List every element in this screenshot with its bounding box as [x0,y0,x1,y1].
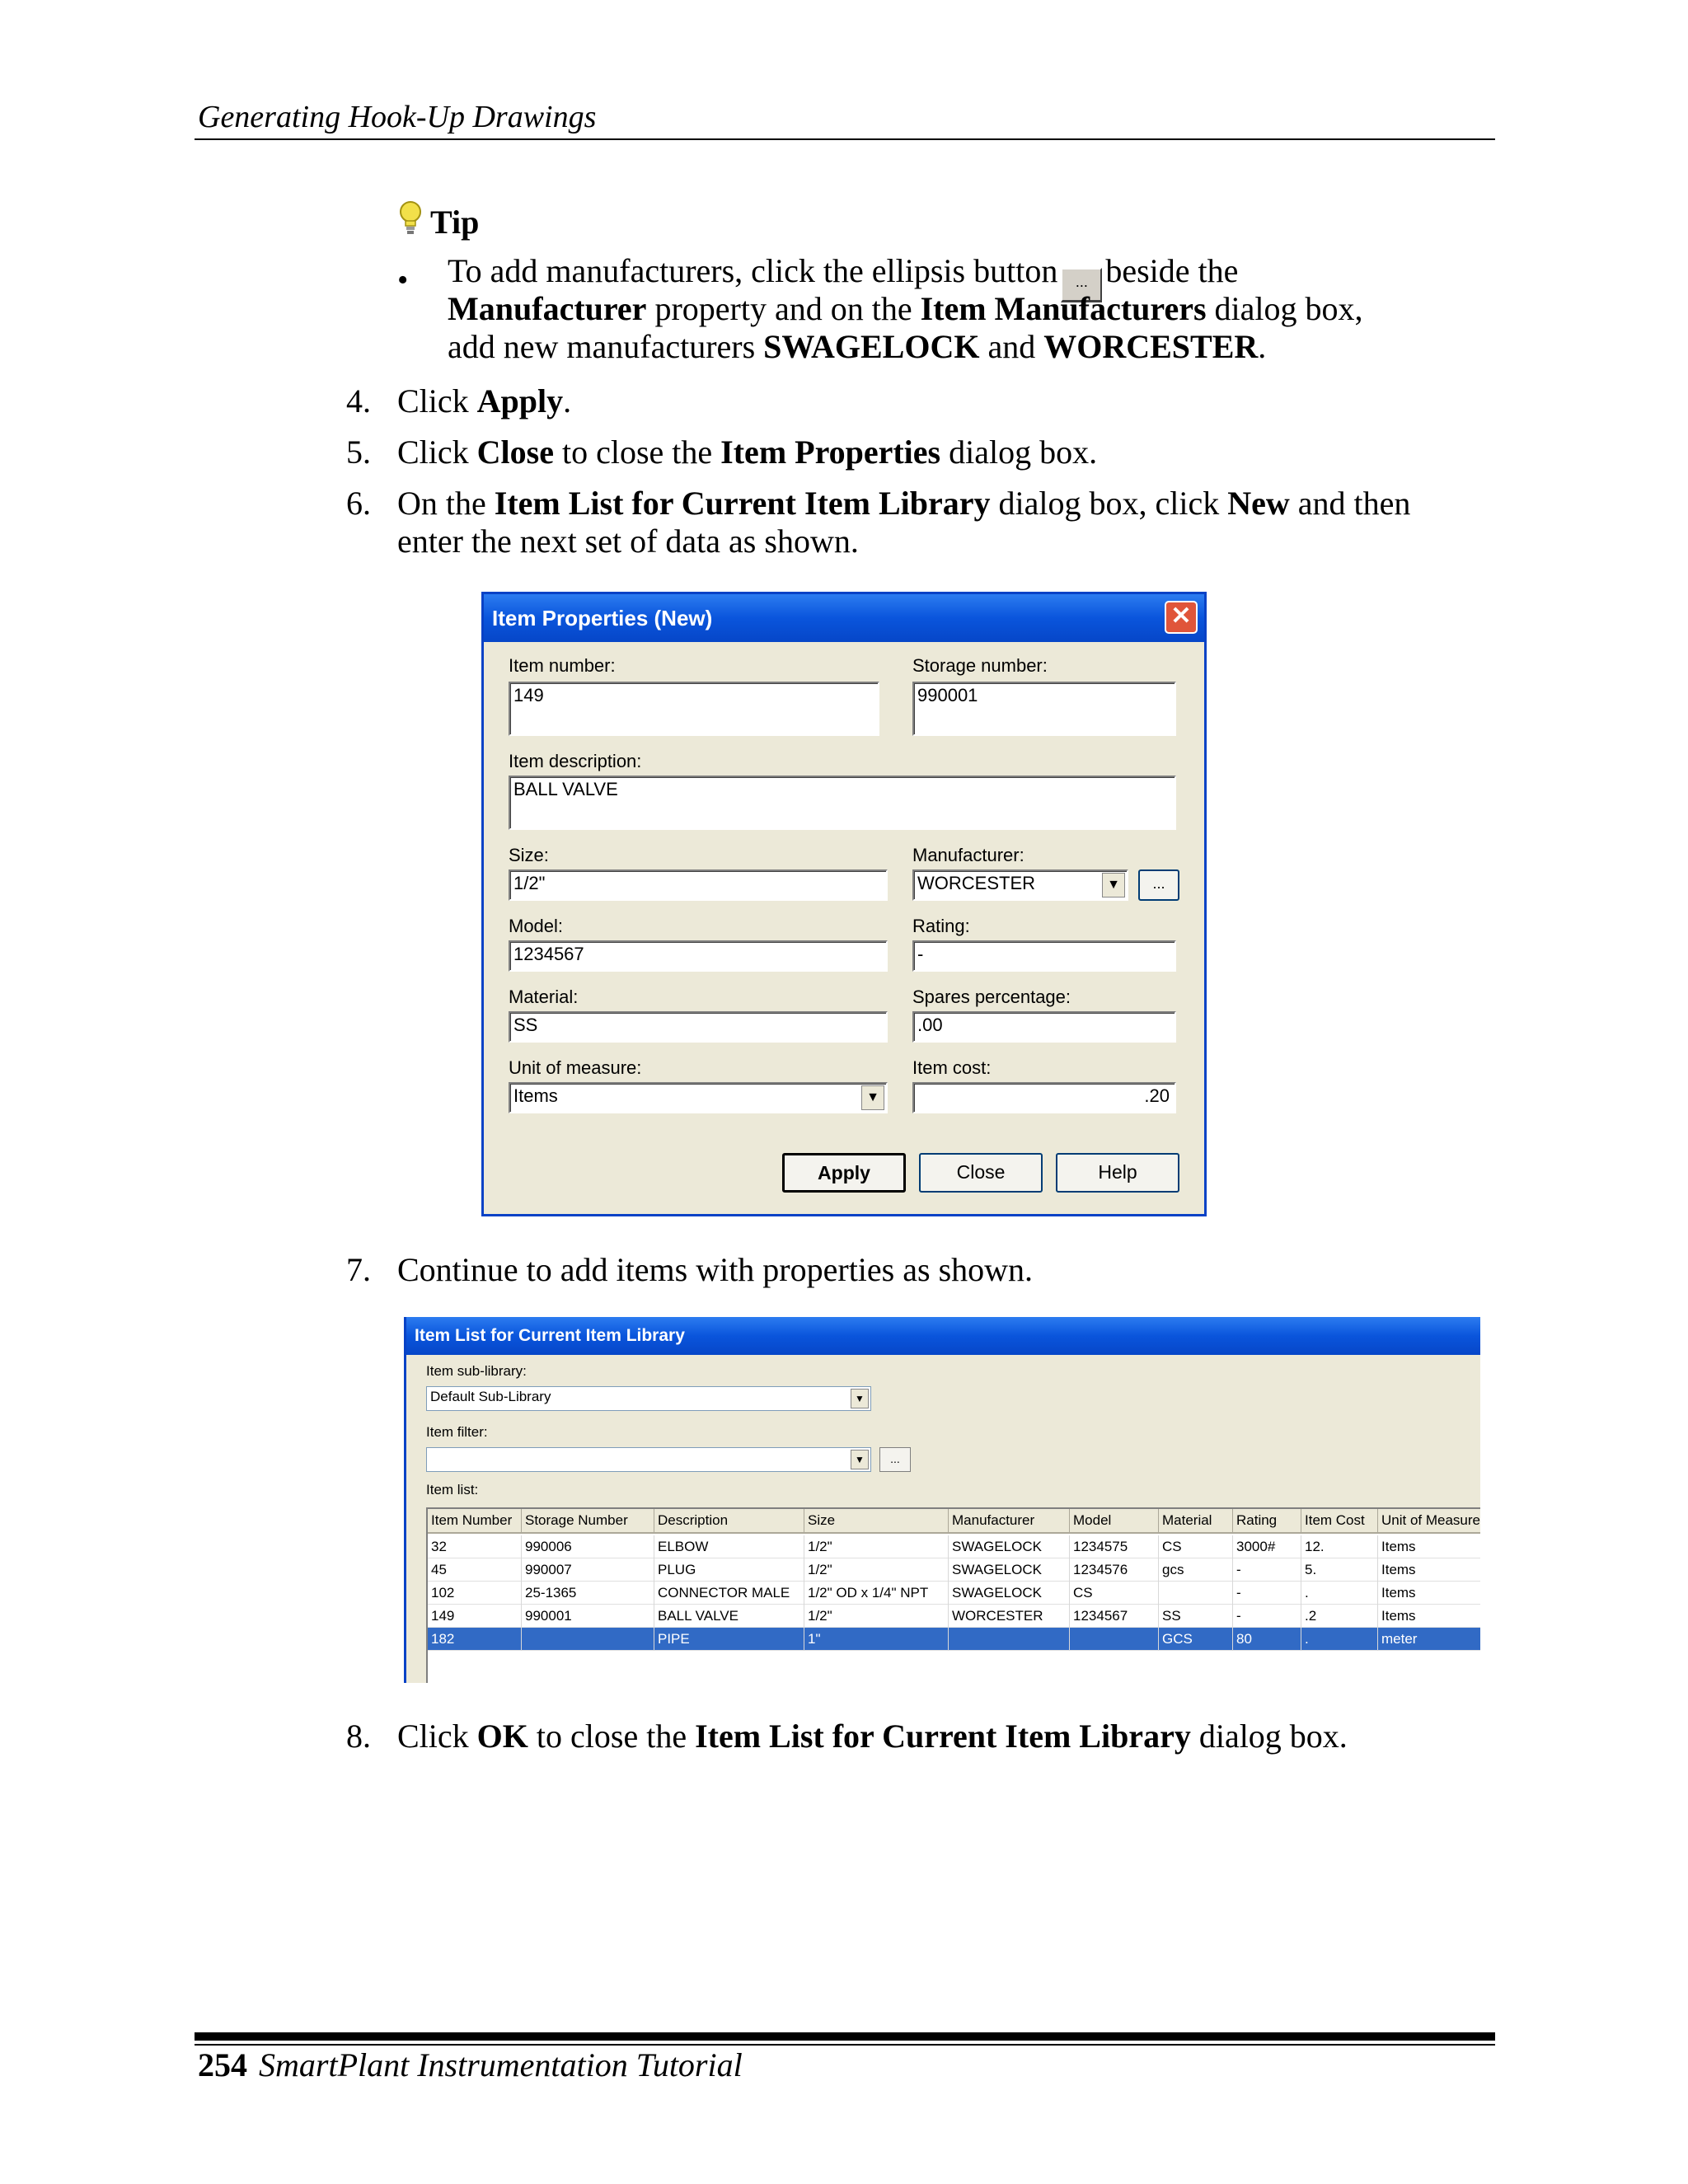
table-cell: 3000# [1233,1535,1301,1558]
model-field[interactable]: 1234567 [509,940,888,972]
item-sub-library-dropdown[interactable]: Default Sub-Library ▼ [426,1386,871,1411]
table-cell: 45 [428,1558,522,1582]
manufacturer-label: Manufacturer: [912,845,1025,865]
column-header[interactable]: Unit of Measure [1378,1509,1480,1534]
table-row[interactable] [428,1582,1480,1605]
column-header[interactable]: Item Number [428,1509,522,1534]
manufacturer-ellipsis-button[interactable]: ... [1138,869,1179,901]
storage-number-label: Storage number: [912,655,1048,676]
table-cell: 182 [428,1628,522,1651]
item-properties-dialog [481,592,1207,1216]
table-cell: BALL VALVE [654,1605,804,1628]
item-sub-library-label: Item sub-library: [426,1363,527,1379]
item-list-grid [426,1507,1480,1683]
table-cell [522,1628,654,1651]
unit-of-measure-label: Unit of measure: [509,1057,642,1078]
table-cell: Items [1378,1605,1480,1628]
table-cell: - [1233,1558,1301,1582]
table-cell: - [1233,1582,1301,1605]
table-cell: 1/2" [804,1558,949,1582]
item-cost-label: Item cost: [912,1057,992,1078]
spares-percentage-label: Spares percentage: [912,987,1071,1007]
table-cell: CS [1159,1535,1233,1558]
manufacturer-dropdown[interactable]: WORCESTER ▼ [912,869,1128,901]
column-header[interactable]: Rating [1233,1509,1301,1534]
table-cell: PLUG [654,1558,804,1582]
tip-bullet: • [397,263,409,298]
table-cell: CONNECTOR MALE [654,1582,804,1605]
table-cell: . [1301,1582,1378,1605]
column-header[interactable]: Size [804,1509,949,1534]
table-cell: gcs [1159,1558,1233,1582]
table-row[interactable] [428,1628,1480,1651]
table-cell: GCS [1159,1628,1233,1651]
rating-field[interactable]: - [912,940,1176,972]
footer-rule [195,2032,1495,2041]
model-label: Model: [509,916,564,936]
table-cell [949,1628,1070,1651]
table-cell: 1/2" OD x 1/4" NPT [804,1582,949,1605]
column-header[interactable]: Description [654,1509,804,1534]
table-cell: 149 [428,1605,522,1628]
table-cell: 32 [428,1535,522,1558]
chevron-down-icon[interactable]: ▼ [1102,873,1125,898]
table-cell: ELBOW [654,1535,804,1558]
table-cell: . [1301,1628,1378,1651]
tip-title: Tip [430,203,480,241]
unit-of-measure-dropdown[interactable]: Items ▼ [509,1082,888,1113]
ellipsis-button-icon: ... [1061,268,1102,302]
item-number-label: Item number: [509,655,616,676]
table-cell: meter [1378,1628,1480,1651]
table-cell: 990007 [522,1558,654,1582]
table-cell: Items [1378,1535,1480,1558]
item-filter-label: Item filter: [426,1424,488,1440]
table-cell: 12. [1301,1535,1378,1558]
column-header[interactable]: Material [1159,1509,1233,1534]
table-cell: 1/2" [804,1605,949,1628]
table-cell: SWAGELOCK [949,1558,1070,1582]
table-cell [1159,1582,1233,1605]
size-field[interactable]: 1/2" [509,869,888,901]
item-filter-ellipsis-button[interactable]: ... [879,1447,911,1472]
column-header[interactable]: Model [1070,1509,1159,1534]
apply-button[interactable]: Apply [782,1153,906,1193]
book-title: SmartPlant Instrumentation Tutorial [259,2046,743,2083]
page-number: 254 [198,2046,247,2083]
grid-header [428,1509,1480,1534]
table-cell: 990001 [522,1605,654,1628]
table-cell: 1234576 [1070,1558,1159,1582]
table-cell: 5. [1301,1558,1378,1582]
table-cell: 80 [1233,1628,1301,1651]
table-cell: 1/2" [804,1535,949,1558]
table-cell: 1234567 [1070,1605,1159,1628]
table-row[interactable] [428,1535,1480,1558]
table-row[interactable] [428,1558,1480,1582]
item-description-field[interactable]: BALL VALVE [509,776,1176,830]
table-row[interactable] [428,1605,1480,1628]
table-cell: SWAGELOCK [949,1535,1070,1558]
lightbulb-icon [396,199,425,244]
tip-heading [396,199,479,244]
item-list-dialog [404,1317,1480,1683]
column-header[interactable]: Storage Number [522,1509,654,1534]
storage-number-field[interactable]: 990001 [912,682,1176,736]
table-cell: 1" [804,1628,949,1651]
table-cell: .2 [1301,1605,1378,1628]
dialog-title: Item Properties (New) [492,606,713,630]
size-label: Size: [509,845,549,865]
running-header: Generating Hook-Up Drawings [198,100,597,134]
item-list-label: Item list: [426,1482,479,1497]
spares-percentage-field[interactable]: .00 [912,1011,1176,1043]
tip-line-3: add new manufacturers SWAGELOCK and WORCESTER. [448,328,1267,365]
material-field[interactable]: SS [509,1011,888,1043]
table-cell: 25-1365 [522,1582,654,1605]
column-header[interactable]: Manufacturer [949,1509,1070,1534]
item-filter-dropdown[interactable] [426,1447,871,1472]
table-cell: SS [1159,1605,1233,1628]
table-cell: SWAGELOCK [949,1582,1070,1605]
tip-line-2: Manufacturer property and on the Item Manufacturers dialog box, [448,290,1363,327]
table-cell: CS [1070,1582,1159,1605]
rating-label: Rating: [912,916,970,936]
table-cell: Items [1378,1582,1480,1605]
dialog-titlebar [484,594,1204,642]
table-cell: - [1233,1605,1301,1628]
table-cell: Items [1378,1558,1480,1582]
chevron-down-icon[interactable]: ▼ [851,1450,869,1469]
item-cost-field[interactable]: .20 [912,1082,1176,1113]
help-button[interactable]: Help [1056,1153,1179,1193]
table-cell: 1234575 [1070,1535,1159,1558]
item-description-label: Item description: [509,751,642,771]
tip-line-1: To add manufacturers, click the ellipsis button ... beside the [448,252,1238,302]
page-footer [198,2046,743,2084]
table-cell: 990006 [522,1535,654,1558]
table-cell: WORCESTER [949,1605,1070,1628]
chevron-down-icon[interactable]: ▼ [851,1389,869,1408]
chevron-down-icon[interactable]: ▼ [861,1085,884,1110]
material-label: Material: [509,987,579,1007]
table-cell: 102 [428,1582,522,1605]
header-rule [195,138,1495,140]
close-icon[interactable]: ✕ [1165,601,1198,634]
table-cell: PIPE [654,1628,804,1651]
table-cell [1070,1628,1159,1651]
column-header[interactable]: Item Cost [1301,1509,1378,1534]
item-number-field[interactable]: 149 [509,682,879,736]
item-list-titlebar: Item List for Current Item Library [406,1317,1480,1355]
close-button[interactable]: Close [919,1153,1043,1193]
